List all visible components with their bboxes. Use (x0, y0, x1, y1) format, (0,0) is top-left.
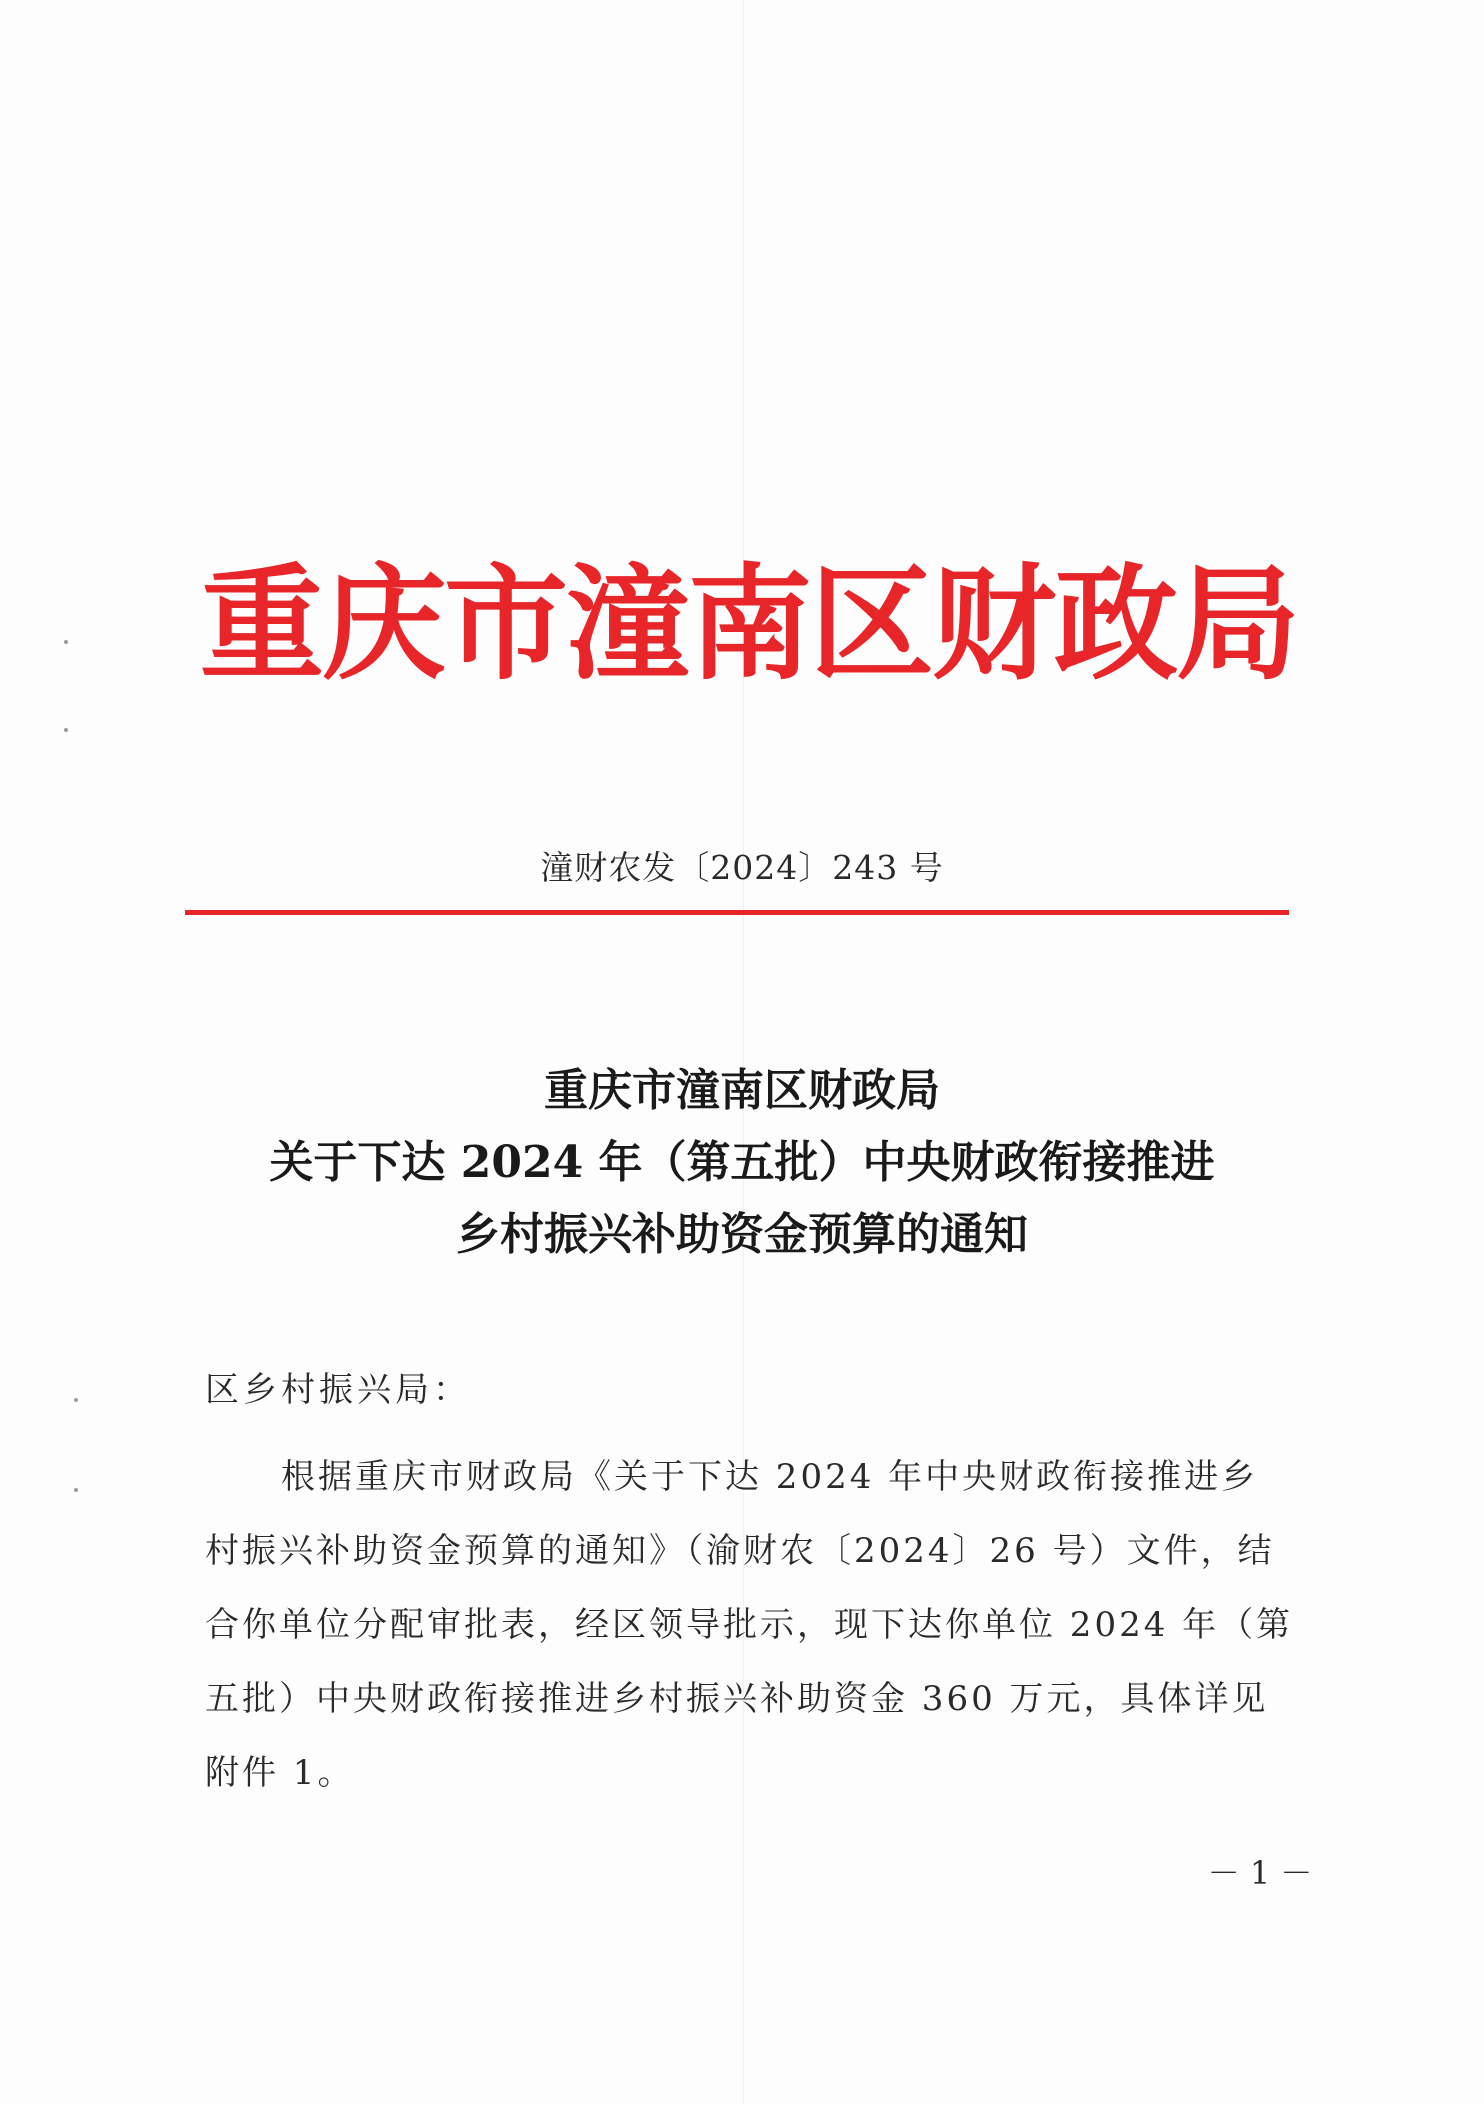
scan-artifact-dot (74, 1488, 78, 1492)
addressee: 区乡村振兴局： (205, 1370, 471, 1410)
scan-artifact-dot (64, 728, 68, 732)
title-line-2: 关于下达 2024 年（第五批）中央财政衔接推进 (269, 1137, 1215, 1188)
body-paragraph (205, 1440, 1305, 1810)
title-line-3: 乡村振兴补助资金预算的通知 (456, 1209, 1028, 1260)
scan-artifact-dot (64, 640, 68, 644)
document-number: 潼财农发〔2024〕243 号 (540, 848, 944, 887)
body-line-2: 村振兴补助资金预算的通知》（渝财农〔2024〕26 号）文件，结 (205, 1531, 1275, 1571)
page-number: － 1 － (1207, 1854, 1313, 1892)
title-line-1: 重庆市潼南区财政局 (544, 1065, 940, 1116)
document-title (150, 1055, 1334, 1271)
body-line-5: 附件 1。 (205, 1753, 355, 1793)
body-line-3: 合你单位分配审批表，经区领导批示，现下达你单位 2024 年（第 (205, 1605, 1294, 1645)
red-divider-line (185, 910, 1289, 915)
body-line-4: 五批）中央财政衔接推进乡村振兴补助资金 360 万元，具体详见 (205, 1679, 1269, 1719)
scan-artifact-dot (74, 1398, 78, 1402)
issuer-red-header: 重庆市潼南区财政局 (200, 552, 1299, 697)
body-line-1: 根据重庆市财政局《关于下达 2024 年中央财政衔接推进乡 (281, 1457, 1259, 1497)
